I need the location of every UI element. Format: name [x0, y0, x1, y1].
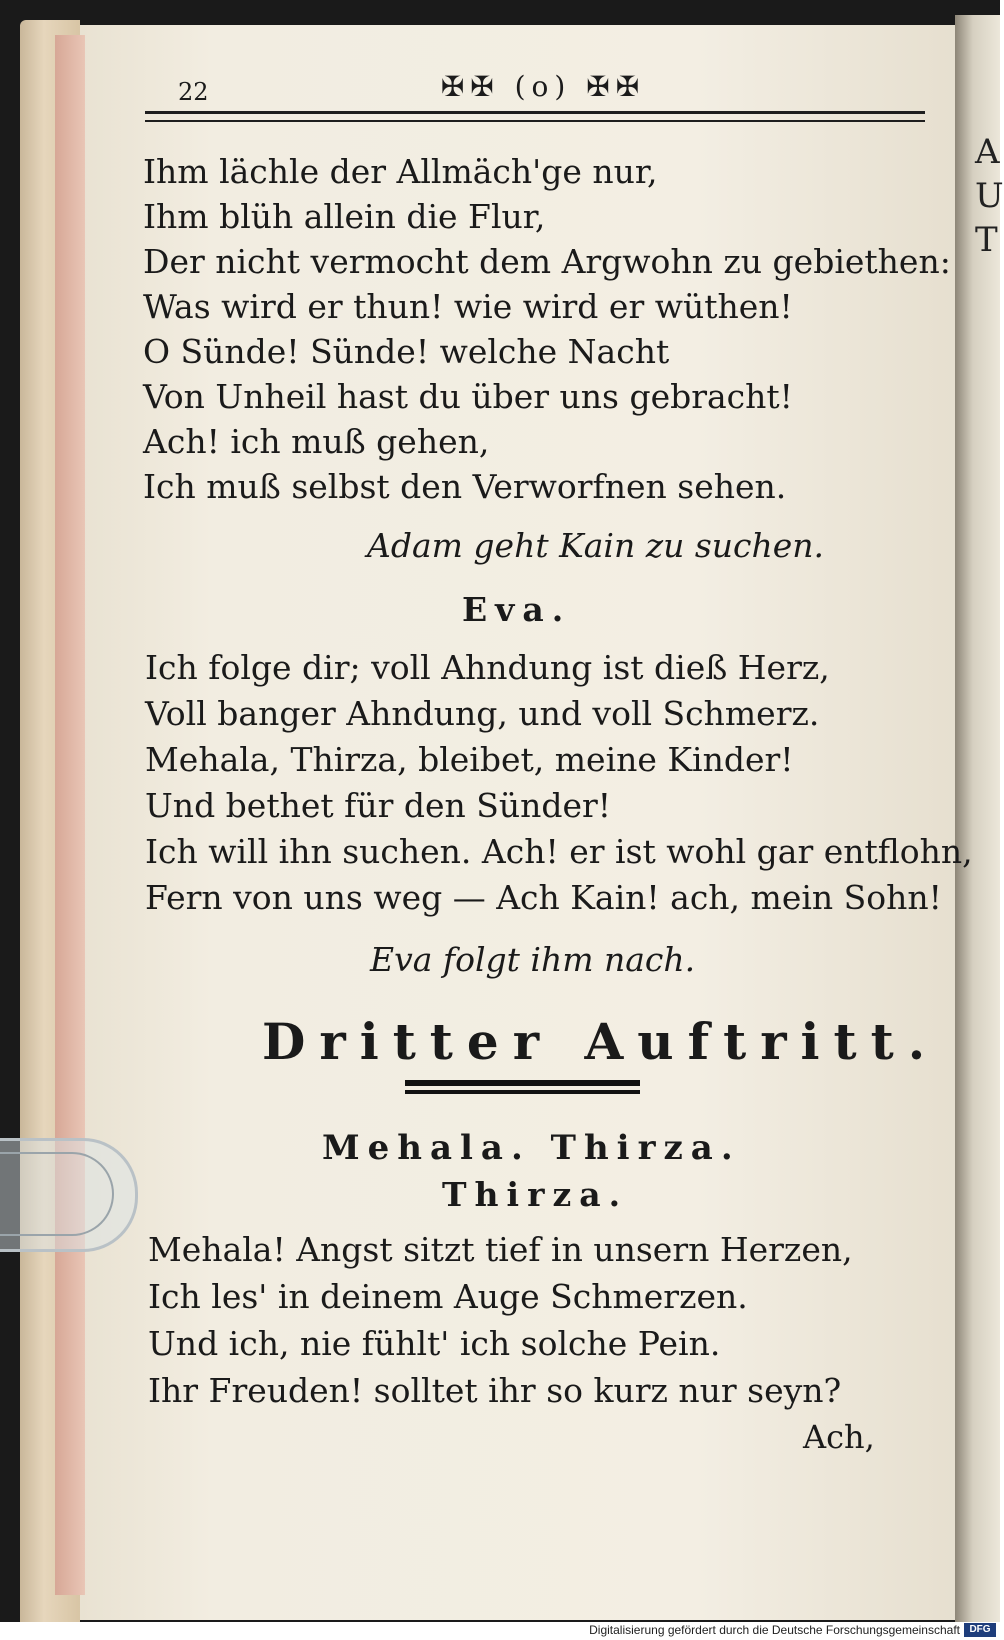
verse-line: O Sünde! Sünde! welche Nacht — [143, 332, 670, 371]
next-page-glyph: T — [975, 220, 998, 260]
verse-line: Von Unheil hast du über uns gebracht! — [143, 377, 793, 416]
verse-line: Und bethet für den Sünder! — [145, 786, 612, 825]
footer-credit: Digitalisierung gefördert durch die Deutsche Forschungsgemeinschaft — [589, 1623, 960, 1637]
verse-line: Und ich, nie fühlt' ich solche Pein. — [148, 1324, 721, 1363]
next-page-glyph: U — [975, 176, 1004, 216]
stage-direction: Eva folgt ihm nach. — [370, 940, 696, 979]
next-page-glyph: A — [975, 132, 1000, 172]
speaker-name: Eva. — [462, 590, 572, 629]
verse-line: Was wird er thun! wie wird er wüthen! — [143, 287, 793, 326]
dfg-logo: DFG — [964, 1623, 996, 1637]
header-rule — [145, 111, 925, 114]
character-list: Mehala. Thirza. — [322, 1128, 741, 1168]
catchword: Ach, — [803, 1418, 875, 1456]
verse-line: Ihr Freuden! solltet ihr so kurz nur seyn? — [148, 1371, 842, 1410]
header-rule — [145, 120, 925, 122]
verse-line: Ihm lächle der Allmäch'ge nur, — [143, 152, 658, 191]
running-header — [178, 70, 938, 110]
verse-line: Fern von uns weg — Ach Kain! ach, mein Sohn! — [145, 878, 942, 917]
verse-line: Mehala! Angst sitzt tief in unsern Herzen, — [148, 1230, 853, 1269]
verse-line: Ach! ich muß gehen, — [143, 422, 490, 461]
next-page-fragment — [975, 130, 1004, 262]
verse-line: Ich will ihn suchen. Ach! er ist wohl gar entflohn, — [145, 832, 973, 871]
page-edge-strip — [55, 35, 85, 1595]
page-number: 22 — [178, 78, 209, 106]
scene-title: Dritter Auftritt. — [262, 1012, 940, 1071]
verse-line: Ich les' in deinem Auge Schmerzen. — [148, 1277, 748, 1316]
speaker-name: Thirza. — [442, 1175, 629, 1214]
verse-line: Der nicht vermocht dem Argwohn zu gebiethen: — [143, 242, 951, 281]
verse-line: Ihm blüh allein die Flur, — [143, 197, 546, 236]
page-clip-inner — [0, 1152, 114, 1236]
stage-direction: Adam geht Kain zu suchen. — [367, 526, 825, 565]
scene-rule — [405, 1090, 640, 1094]
verse-line: Mehala, Thirza, bleibet, meine Kinder! — [145, 740, 794, 779]
verse-line: Voll banger Ahndung, und voll Schmerz. — [145, 694, 820, 733]
verse-line: Ich muß selbst den Verworfnen sehen. — [143, 467, 787, 506]
verse-line: Ich folge dir; voll Ahndung ist dieß Herz, — [145, 648, 830, 687]
scene-rule — [405, 1080, 640, 1086]
header-ornament: ✠✠ (o) ✠✠ — [440, 70, 646, 103]
